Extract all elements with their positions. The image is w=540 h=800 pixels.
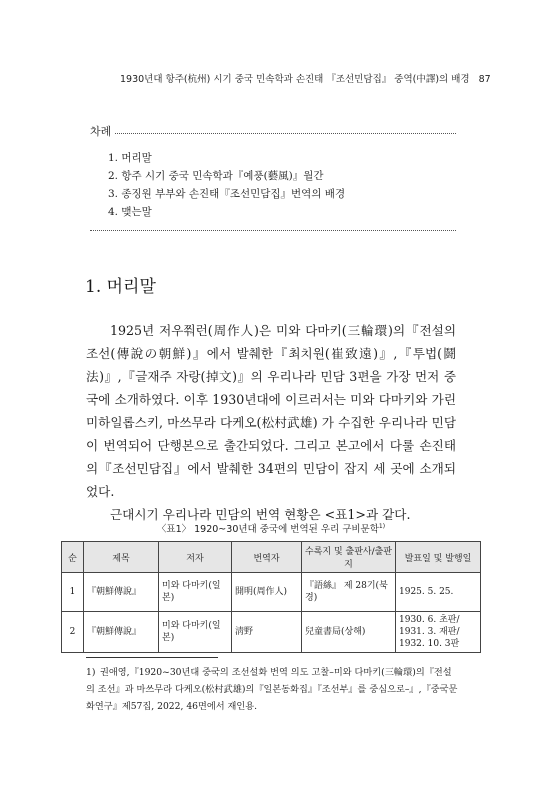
cell-translator: 開明(周作人): [232, 573, 302, 612]
cell-venue: 『語絲』 제 28기(북경): [302, 573, 396, 612]
cell-author: 미와 다마키(일본): [159, 612, 232, 653]
toc-item: 2. 항주 시기 중국 민속학과『예풍(藝風)』월간: [108, 170, 324, 182]
cell-no: 1: [62, 573, 84, 612]
table-caption: [86, 521, 456, 535]
toc-heading: 차례: [90, 125, 112, 138]
cell-author: 미와 다마키(일본): [159, 573, 232, 612]
table-of-contents: [90, 123, 456, 231]
toc-bottom-rule: [90, 230, 456, 231]
cell-title: 『朝鮮傳說』: [84, 612, 159, 653]
col-header-no: 순: [62, 542, 84, 573]
body-paragraph: 1925년 저우쭤런(周作人)은 미와 다마키(三輪環)의『전설의 조선(傳說の朝鮮)』에서 발췌한『최치원(崔致遠)』,『투법(鬪法)』,『글재주 자랑(掉文)』의 우리나라 민담 3편을 가장 먼저 중국에 소개하였다. 이후 1930년대에 이르러서는 미와 다마키와 가린 미하일롭스키, 마쓰무라 다케오(松村武雄) 가 수집한 우리나라 민담이 번역되어 단행본으로 출간되었다. 그리고 본고에서 다룰 손진태의『조선민담집』에서 발췌한 34편의 민담이 잡지 세 곳에 소개되었다.: [86, 323, 456, 499]
running-header: [120, 71, 491, 85]
translation-table: [61, 541, 481, 653]
footnote-text: 권애영,『1920~30년대 중국의 조선설화 번역 의도 고찰–미와 다마키(三輪環)의『전설의 조선』과 마쓰무라 다케오(松村武雄)의『일본동화집』『조선부』를 중심으로–』,『중국문화연구』제57집, 2022, 46면에서 재인용.: [86, 667, 458, 712]
footnote-ref: 1): [378, 522, 386, 530]
toc-item: 1. 머리말: [108, 152, 152, 164]
col-header-venue: 수록지 및 출판사/출판지: [302, 542, 396, 573]
cell-translator: 淸野: [232, 612, 302, 653]
col-header-translator: 번역자: [232, 542, 302, 573]
cell-date: 1930. 6. 초판/ 1931. 3. 재판/ 1932. 10. 3판: [396, 612, 481, 653]
toc-list: [108, 149, 456, 221]
table-header-row: [62, 542, 481, 573]
footnote: [86, 664, 458, 715]
cell-no: 2: [62, 612, 84, 653]
toc-dotted-rule: [115, 133, 456, 134]
cell-date: 1925. 5. 25.: [396, 573, 481, 612]
toc-item: 3. 종징원 부부와 손진태『조선민담집』번역의 배경: [108, 188, 346, 200]
col-header-date: 발표일 및 발행일: [396, 542, 481, 573]
toc-item: 4. 맺는말: [108, 206, 152, 218]
table-row: [62, 573, 481, 612]
table-row: [62, 612, 481, 653]
cell-venue: 兒童書局(상해): [302, 612, 396, 653]
col-header-author: 저자: [159, 542, 232, 573]
cell-title: 『朝鮮傳說』: [84, 573, 159, 612]
table-caption-text: 〈표1〉 1920~30년대 중국에 번역된 우리 구비문학: [156, 524, 379, 535]
toc-heading-row: [90, 123, 456, 139]
section-title: 1. 머리말: [85, 277, 156, 297]
running-title: 1930년대 항주(杭州) 시기 중국 민속학과 손진태 『조선민담집』 중역(中譯)의 배경: [120, 74, 470, 85]
col-header-title: 제목: [84, 542, 159, 573]
body-text: [86, 319, 456, 526]
page-number: 87: [478, 74, 491, 85]
body-paragraph: 근대시기 우리나라 민담의 번역 현황은 <표1>과 같다.: [110, 507, 411, 522]
footnote-marker: 1): [86, 667, 96, 678]
footnote-rule: [86, 657, 218, 658]
